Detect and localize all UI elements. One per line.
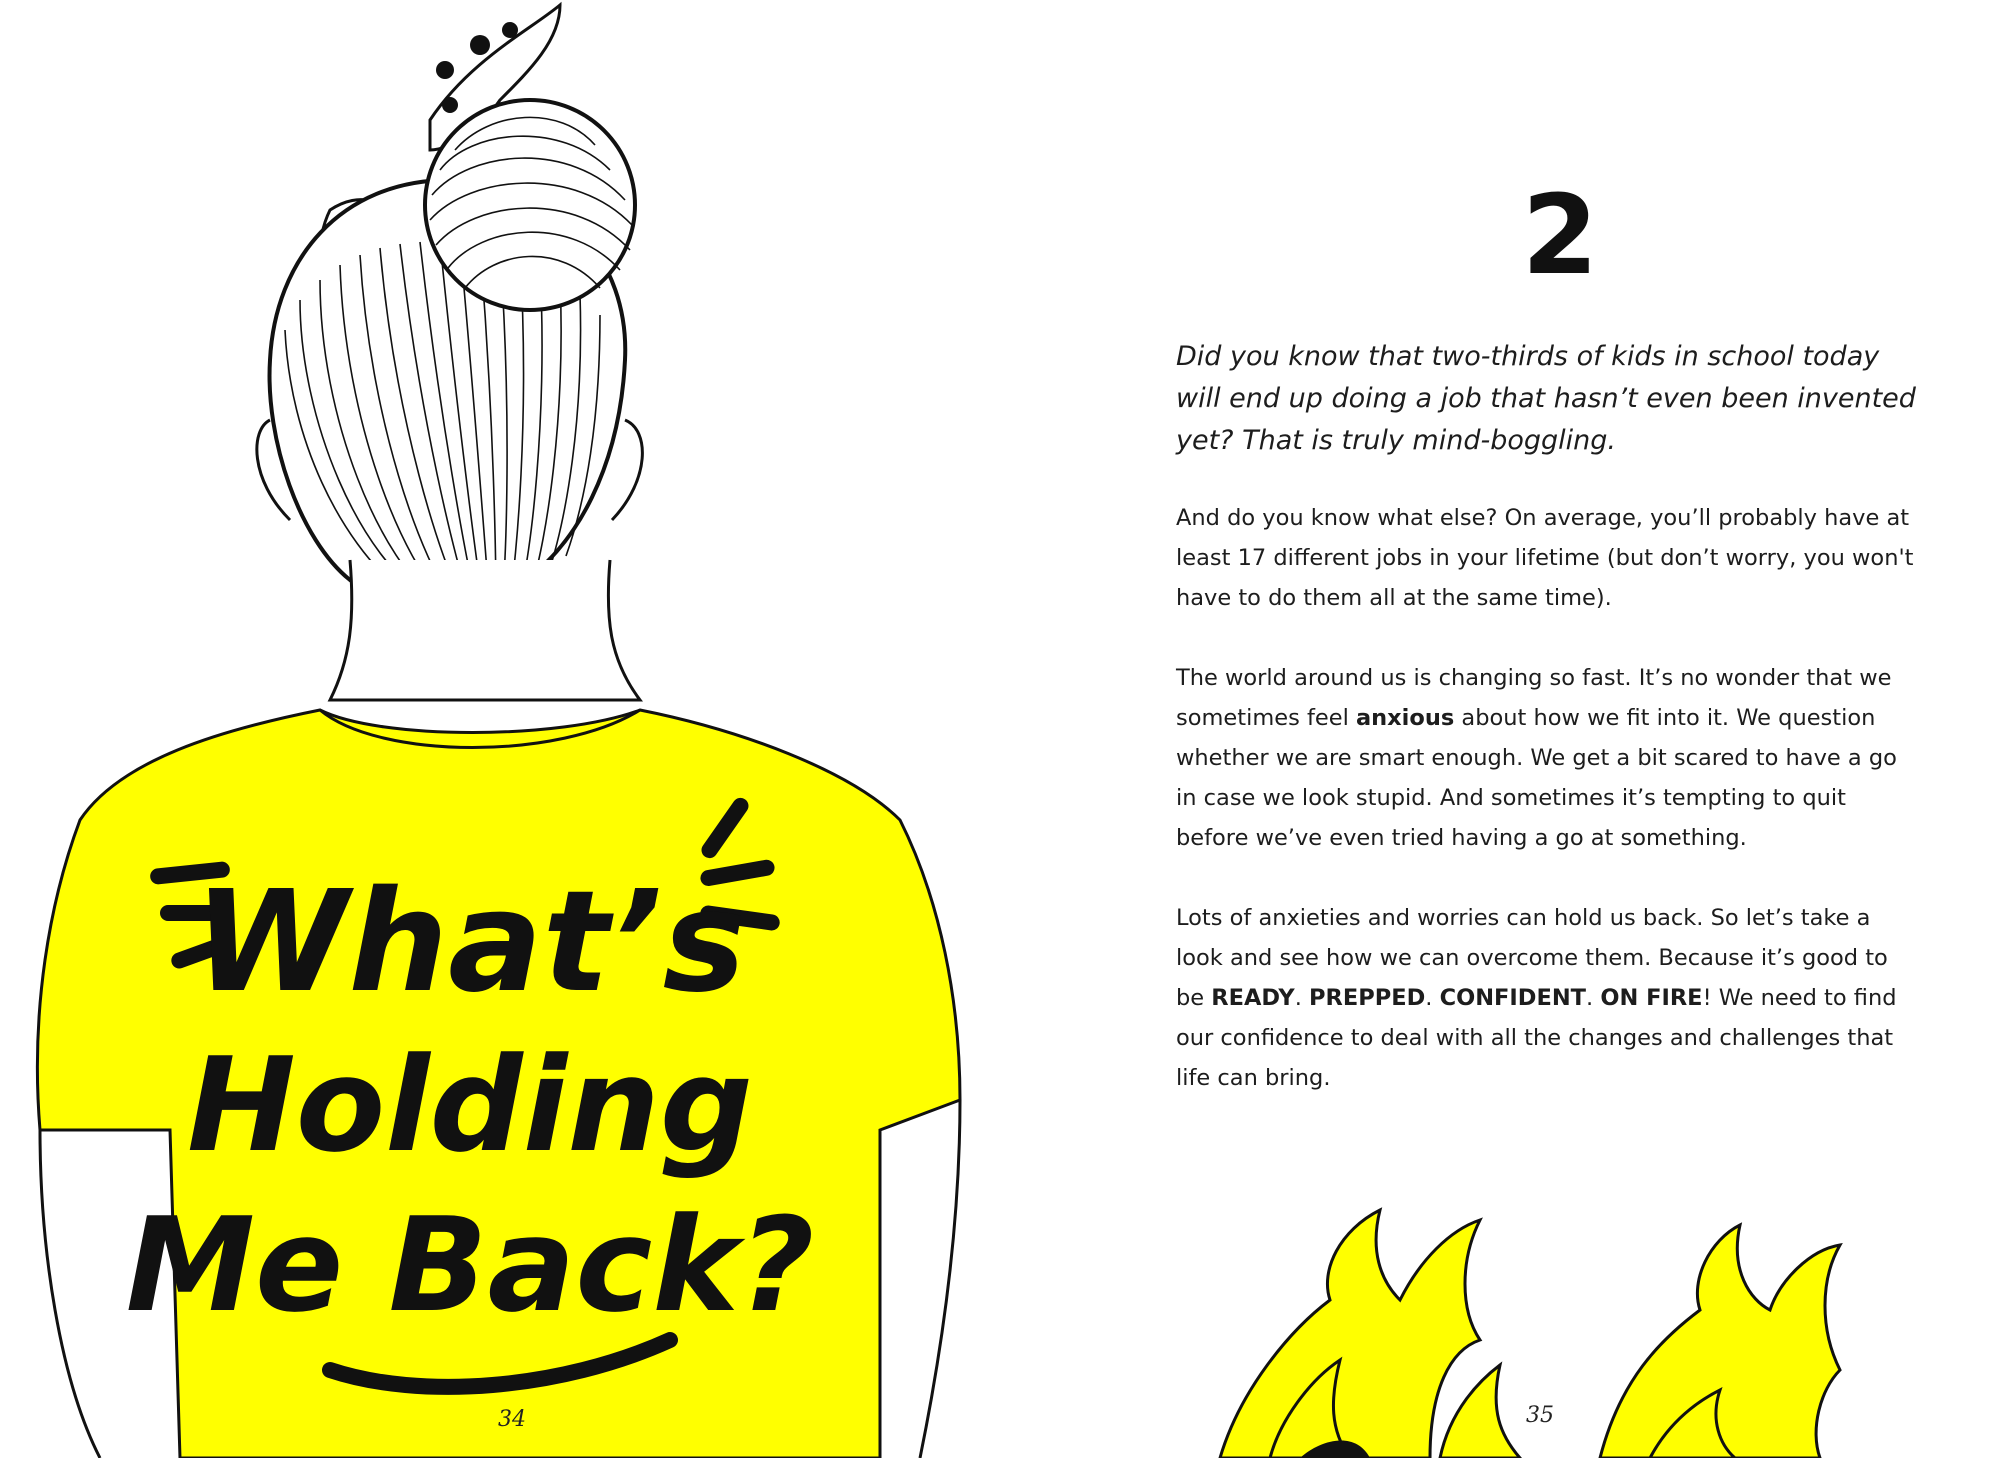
bold-ready: READY bbox=[1211, 985, 1295, 1011]
sep-2: . bbox=[1425, 985, 1440, 1011]
neck bbox=[330, 560, 640, 700]
chapter-text bbox=[1176, 336, 1916, 1138]
bold-prepped: PREPPED bbox=[1309, 985, 1426, 1011]
intro-paragraph: Did you know that two-thirds of kids in school today will end up doing a job that hasn’t even been invented yet? That is truly mind-boggling. bbox=[1176, 341, 1916, 456]
left-arm bbox=[40, 1130, 100, 1458]
page-number-left: 34 bbox=[498, 1407, 526, 1432]
head-with-bun bbox=[257, 100, 643, 611]
sep-1: . bbox=[1294, 985, 1310, 1011]
paragraph-3-text-b: ! We need to find our confidence to deal with all the changes and challenges that life can bring. bbox=[1176, 985, 1897, 1091]
paragraph-1: And do you know what else? On average, you’ll probably have at least 17 different jobs in your lifetime (but don’t worry, you won't have to do them all at the same time). bbox=[1176, 505, 1914, 611]
right-arm bbox=[920, 1100, 960, 1458]
shirt-text-line3: Me Back? bbox=[125, 1189, 815, 1341]
paragraph-3 bbox=[1176, 898, 1916, 1098]
paragraph-2 bbox=[1176, 658, 1916, 858]
chapter-number: 2 bbox=[1521, 171, 1599, 299]
shirt-text-line1: What’s bbox=[193, 861, 747, 1024]
paragraph-2-text-b: about how we fit into it. We question whether we are smart enough. We get a bit scared to have a go in case we look stupid. And sometimes it’s tempting to quit before we’ve even tried having a go at something. bbox=[1176, 705, 1897, 851]
bold-confident: CONFIDENT bbox=[1439, 985, 1587, 1011]
paragraph-2-text-a: The world around us is changing so fast. It’s no wonder that we sometimes feel bbox=[1176, 665, 1892, 731]
shirt-text-line2: Holding bbox=[187, 1029, 753, 1181]
bold-on-fire: ON FIRE bbox=[1600, 985, 1703, 1011]
bold-anxious: anxious bbox=[1355, 705, 1455, 731]
paragraph-3-text-a: Lots of anxieties and worries can hold us back. So let’s take a look and see how we can overcome them. Because it’s good to be bbox=[1176, 905, 1888, 1011]
sep-3: . bbox=[1586, 985, 1601, 1011]
page-number-right: 35 bbox=[1526, 1403, 1554, 1428]
